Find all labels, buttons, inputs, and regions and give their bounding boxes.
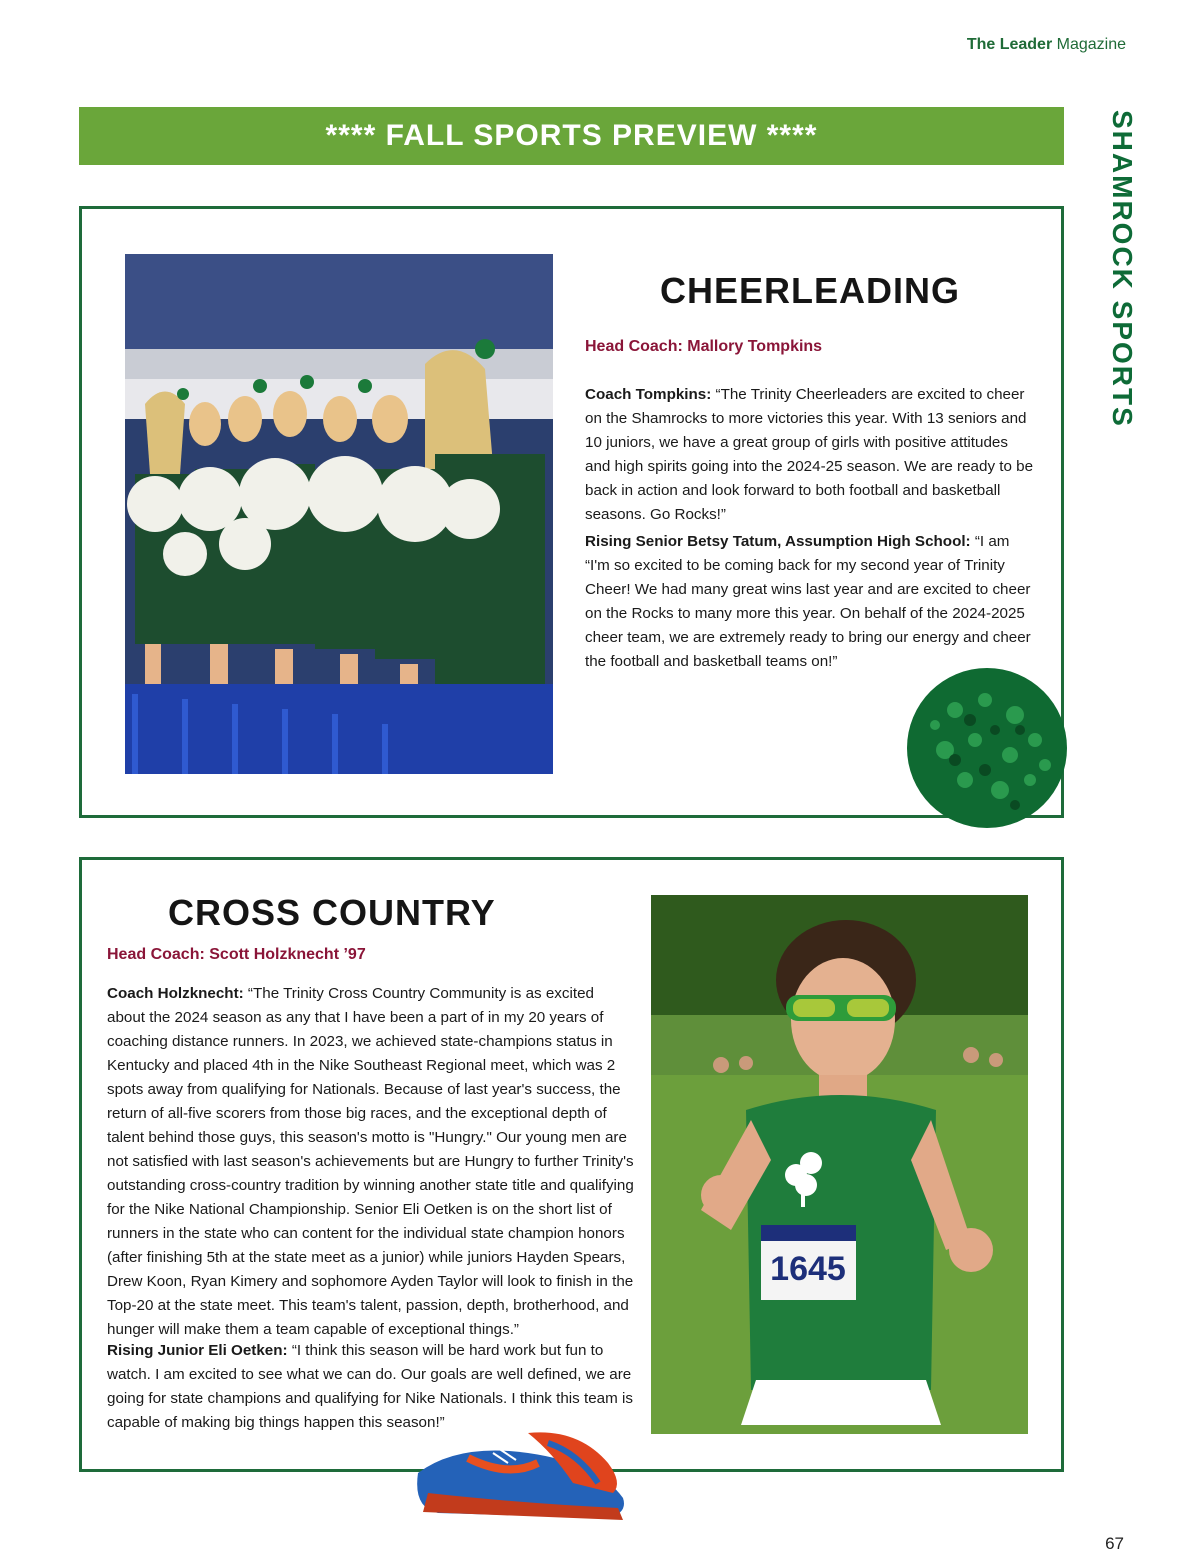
- pompom-illustration: [895, 660, 1080, 835]
- running-shoes-illustration: [398, 1418, 633, 1533]
- cross-country-runner-photo: [651, 895, 1028, 1434]
- quote-speaker: Coach Holzknecht:: [107, 985, 244, 1002]
- masthead-brand: The Leader: [966, 36, 1053, 53]
- quote-speaker: Rising Junior Eli Oetken:: [107, 1342, 288, 1359]
- cheerleading-photo: [125, 254, 553, 774]
- cross-country-title: CROSS COUNTRY: [168, 892, 496, 933]
- quote-speaker: Coach Tompkins:: [585, 386, 712, 403]
- quote-text: “I think this season will be hard work but fun to watch. I am excited to see what we can do. Our goals are well defined, we are going for state champions and qualifying for Nike Nationals. I think this team is capable of making big things happen this season!”: [107, 1342, 633, 1431]
- cheerleading-title: CHEERLEADING: [660, 270, 961, 311]
- page-number: 67: [1105, 1534, 1124, 1553]
- cross-country-head-coach: Head Coach: Scott Holzknecht ’97: [107, 946, 366, 963]
- cheerleading-head-coach: Head Coach: Mallory Tompkins: [585, 338, 823, 355]
- section-banner: **** FALL SPORTS PREVIEW ****: [79, 107, 1064, 165]
- quote-speaker: Rising Senior Betsy Tatum, Assumption High School:: [585, 533, 971, 550]
- quote-text: “The Trinity Cheerleaders are excited to cheer on the Shamrocks to more victories this year. With 13 seniors and 10 juniors, we have a great group of girls with positive attitudes and high spirits going into the 2024-25 season. We are ready to be back in action and look forward to both football and basketball seasons. Go Rocks!”: [585, 386, 1034, 523]
- masthead-magazine: Magazine: [1056, 36, 1126, 53]
- bib-number: 1645: [770, 1250, 846, 1288]
- side-section-label: SHAMROCK SPORTS: [1107, 110, 1138, 428]
- quote-text: “The Trinity Cross Country Community is as excited about the 2024 season as any that I have been a part of in my 20 years of coaching distance runners. In 2023, we achieved state-champions status in Kentucky and placed 4th in the Nike Southeast Regional meet, which was 2 spots away from qualifying for Nationals. Because of last year's success, the return of all-five scorers from those big races, and the exceptional depth of talent behind those guys, this season's motto is "Hungry." Our young men are not satisfied with last season's achievements but are Hungry to further Trinity's outstanding cross-country tradition by winning another state title and qualifying for the Nike National Championship. Senior Eli Oetken is on the short list of runners in the state who can content for the individual state champion honors (after finishing 5th at the state meet as a junior) while juniors Hayden Spears, Drew Koon, Ryan Kimery and sophomore Ayden Taylor will look to finish in the Top-20 at the state meet. This team's talent, passion, depth, brotherhood, and hunger will make them a team capable of exceptional things.”: [107, 985, 634, 1338]
- cheerleading-coach-quote: [585, 383, 1035, 527]
- quote-text: “I am “I'm so excited to be coming back for my second year of Trinity Cheer! We had many great wins last year and are excited to cheer on the Rocks to many more this year. On behalf of the 2024-2025 cheer team, we are extremely ready to bring our energy and cheer the football and basketball teams on!”: [585, 533, 1031, 670]
- cheerleading-athlete-quote: [585, 530, 1035, 674]
- masthead: [967, 36, 1126, 54]
- cross-country-coach-quote: [107, 982, 635, 1342]
